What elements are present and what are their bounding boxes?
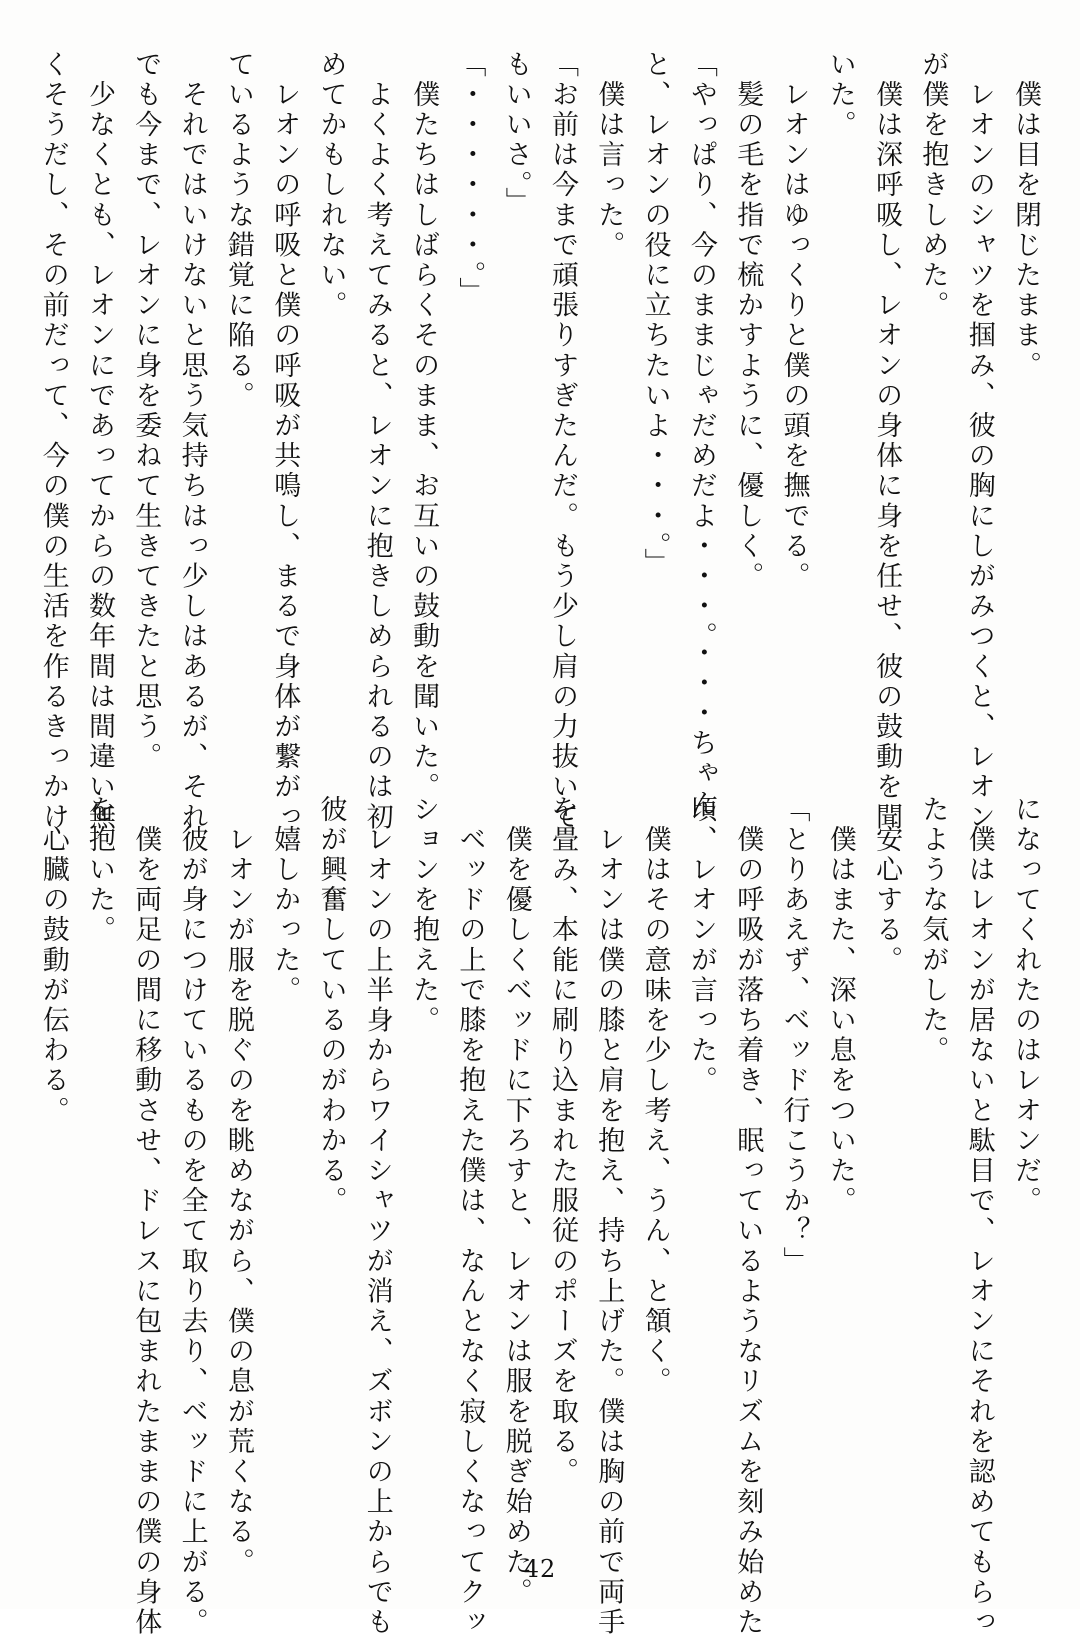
text-column: になってくれたのはレオンだ。 bbox=[1010, 795, 1041, 1217]
text-column: くそうだし、その前だって、今の僕の生活を作るきっかけ bbox=[37, 50, 69, 833]
text-column: 「お前は今まで頑張りすぎたんだ。もう少し肩の力抜いて bbox=[547, 50, 578, 833]
text-column: を抱いた。 bbox=[84, 795, 115, 946]
text-column: 髪の毛を指で梳かすように、優しく。 bbox=[732, 50, 764, 592]
text-column: と、レオンの役に立ちたいよ・・・。」 bbox=[639, 50, 671, 579]
upper-text-block bbox=[0, 50, 1080, 833]
text-column: もいいさ。」 bbox=[500, 50, 532, 218]
text-column: 僕は深呼吸し、レオンの身体に身を任せ、彼の鼓動を聞 bbox=[871, 50, 903, 833]
text-column: レオンの呼吸と僕の呼吸が共鳴し、まるで身体が繋がっ bbox=[269, 50, 301, 833]
text-column: を畳み、本能に刷り込まれた服従のポーズを取る。 bbox=[547, 795, 578, 1488]
text-column: 「・・・・・・。」 bbox=[454, 50, 486, 308]
text-column: 心臓の鼓動が伝わる。 bbox=[37, 795, 69, 1127]
text-column: ているような錯覚に陥る。 bbox=[222, 50, 254, 412]
text-column: めてかもしれない。 bbox=[315, 50, 347, 321]
text-column: 僕を優しくベッドに下ろすと、レオンは服を脱ぎ始めた。 bbox=[500, 795, 532, 1608]
text-column: 「とりあえず、ベッド行こうか？」 bbox=[778, 795, 810, 1277]
text-column: でも今まで、レオンに身を委ねて生きてきたと思う。 bbox=[130, 50, 162, 773]
text-column: ベッドの上で膝を抱えた僕は、なんとなく寂しくなってクッ bbox=[454, 795, 486, 1638]
text-column: 僕はレオンが居ないと駄目で、レオンにそれを認めてもらっ bbox=[963, 795, 995, 1638]
text-column: 僕を両足の間に移動させ、ドレスに包まれたままの僕の身体 bbox=[130, 795, 162, 1638]
text-column: が僕を抱きしめた。 bbox=[917, 50, 949, 321]
text-column: よくよく考えてみると、レオンに抱きしめられるのは初 bbox=[361, 50, 393, 833]
text-column: 彼が興奮しているのがわかる。 bbox=[315, 795, 347, 1217]
text-column: 少なくとも、レオンにであってからの数年間は間違い無 bbox=[84, 50, 115, 833]
text-column: レオンの上半身からワイシャツが消え、ズボンの上からでも bbox=[361, 795, 393, 1638]
text-column: 僕たちはしばらくそのまま、お互いの鼓動を聞いた。 bbox=[408, 50, 440, 803]
text-column: レオンが服を脱ぐのを眺めながら、僕の息が荒くなる。 bbox=[222, 795, 254, 1578]
text-column: それではいけないと思う気持ちはっ少しはあるが、それ bbox=[176, 50, 208, 833]
text-column: 頃、レオンが言った。 bbox=[685, 795, 717, 1096]
text-column: レオンのシャツを掴み、彼の胸にしがみつくと、レオン bbox=[963, 50, 995, 833]
text-column: 僕の呼吸が落ち着き、眠っているようなリズムを刻み始めた bbox=[732, 795, 764, 1638]
text-column: 僕はまた、深い息をついた。 bbox=[824, 795, 856, 1217]
text-column: 安心する。 bbox=[871, 795, 903, 976]
text-column: たような気がした。 bbox=[917, 795, 949, 1066]
page-number: 42 bbox=[523, 1555, 557, 1583]
text-column: 彼が身につけているものを全て取り去り、ベッドに上がる。 bbox=[176, 795, 208, 1638]
text-column: 嬉しかった。 bbox=[269, 795, 301, 1006]
text-column: レオンは僕の膝と肩を抱え、持ち上げた。僕は胸の前で両手 bbox=[593, 795, 625, 1638]
text-column: レオンはゆっくりと僕の頭を撫でる。 bbox=[778, 50, 810, 592]
text-column: 僕は目を閉じたまま。 bbox=[1010, 50, 1041, 382]
text-column: ションを抱えた。 bbox=[408, 795, 440, 1036]
text-column: 僕は言った。 bbox=[593, 50, 625, 261]
text-column: いた。 bbox=[824, 50, 856, 141]
text-column: 「やっぱり、今のままじゃだめだよ・・・。・・・ちゃん bbox=[685, 50, 717, 820]
text-column: 僕はその意味を少し考え、うん、と頷く。 bbox=[639, 795, 671, 1397]
